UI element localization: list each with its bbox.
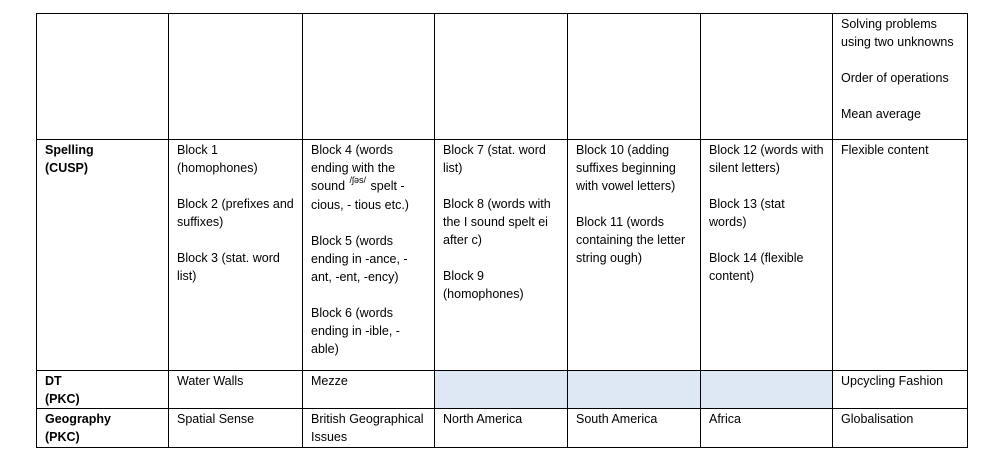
row-header-cell — [37, 140, 169, 371]
cell-text: Spatial Sense — [177, 412, 255, 426]
cell-text: Flexible content — [841, 143, 929, 157]
cell-text: Block 11 (words containing the letter string ough) — [576, 215, 686, 265]
subject-name: Spelling — [45, 143, 94, 157]
cell-text: Upcycling Fashion — [841, 374, 944, 388]
cell-text: Block 1 (homophones) — [177, 143, 258, 175]
cell-text: Mean average — [841, 107, 921, 121]
table-row-spelling — [37, 140, 968, 371]
cell-text: Solving problems using two unknowns — [841, 17, 954, 49]
cell-text: Block 13 (stat words) — [709, 197, 785, 229]
table-row-dt — [37, 371, 968, 409]
cell-text: Block 12 (words with silent letters) — [709, 143, 824, 175]
ipa-symbol: /ʃəs/ — [349, 175, 367, 185]
block4-prefix: Block 4 (words ending with the sound — [311, 143, 396, 193]
cell-text: Order of operations — [841, 71, 949, 85]
cell-text: Block 14 (flexible content) — [709, 251, 804, 283]
cell-text: Block 7 (stat. word list) — [443, 143, 546, 175]
cell-text — [311, 141, 426, 214]
cell-text: North America — [443, 412, 523, 426]
table-cell — [701, 409, 833, 448]
table-row-geography — [37, 409, 968, 448]
cell-text: Water Walls — [177, 374, 244, 388]
table-cell — [303, 371, 435, 409]
subject-name: DT — [45, 374, 62, 388]
cell-text: Block 9 (homophones) — [443, 269, 524, 301]
table-cell — [568, 140, 701, 371]
table-cell — [435, 140, 568, 371]
table-cell-empty — [435, 371, 568, 409]
curriculum-table — [36, 13, 968, 448]
cell-text: Block 6 (words ending in -ible, -able) — [311, 306, 400, 356]
table-cell-empty — [701, 371, 833, 409]
cell-text: Mezze — [311, 374, 348, 388]
table-cell — [833, 140, 968, 371]
row-header-cell — [37, 14, 169, 140]
cell-text: Block 2 (prefixes and suffixes) — [177, 197, 294, 229]
block4-suffix: spelt -cious, - tious etc.) — [311, 179, 409, 212]
row-header-cell — [37, 371, 169, 409]
cell-text: South America — [576, 412, 658, 426]
subject-name: Geography — [45, 412, 111, 426]
cell-text: Globalisation — [841, 412, 914, 426]
cell-text: Africa — [709, 412, 741, 426]
table-cell — [303, 409, 435, 448]
table-cell — [833, 14, 968, 140]
row-header-cell — [37, 409, 169, 448]
table-cell — [701, 140, 833, 371]
subject-scheme: (PKC) — [45, 430, 80, 444]
table-cell — [435, 409, 568, 448]
table-cell — [701, 14, 833, 140]
subject-scheme: (PKC) — [45, 392, 80, 406]
cell-text: Block 5 (words ending in -ance, -ant, -ent, -ency) — [311, 234, 408, 284]
table-row-top — [37, 14, 968, 140]
table-cell — [568, 14, 701, 140]
table-cell — [435, 14, 568, 140]
cell-text: British Geographical Issues — [311, 412, 424, 444]
subject-scheme: (CUSP) — [45, 161, 89, 175]
cell-text: Block 3 (stat. word list) — [177, 251, 280, 283]
table-cell — [169, 409, 303, 448]
table-cell — [169, 14, 303, 140]
table-cell — [169, 140, 303, 371]
table-cell — [303, 140, 435, 371]
table-cell-empty — [568, 371, 701, 409]
table-cell — [833, 371, 968, 409]
table-cell — [169, 371, 303, 409]
table-cell — [568, 409, 701, 448]
cell-text: Block 8 (words with the I sound spelt ei after c) — [443, 197, 551, 247]
table-cell — [833, 409, 968, 448]
table-cell — [303, 14, 435, 140]
cell-text: Block 10 (adding suffixes beginning with vowel letters) — [576, 143, 676, 193]
